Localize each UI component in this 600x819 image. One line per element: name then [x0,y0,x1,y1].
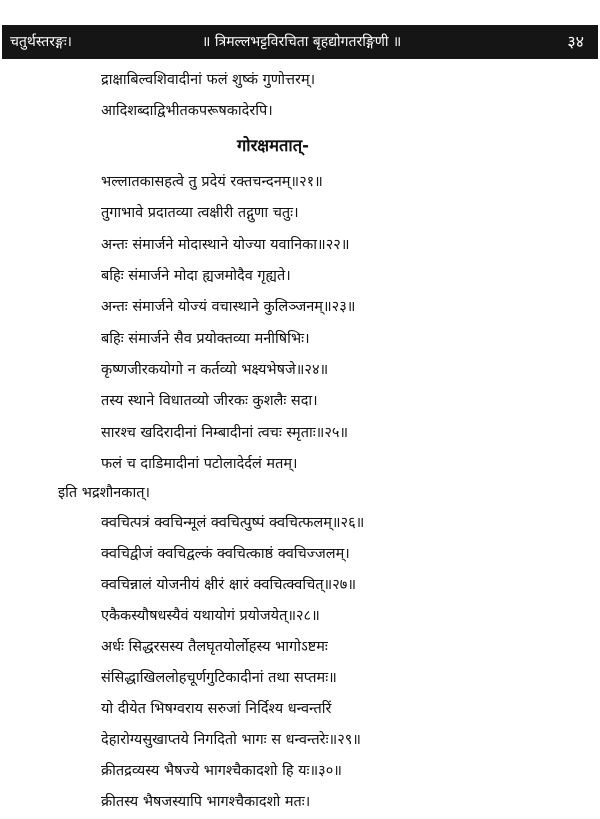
verse-line: बहिः संमार्जने सैव प्रयोक्तव्या मनीषिभिः। [101,331,310,347]
verse-line: क्वचित्पत्रं क्वचिन्मूलं क्वचित्पुष्पं क्वचित्फलम्॥२६॥ [101,515,365,531]
verse-line: तुगाभावे प्रदातव्या त्वक्षीरी तद्गुणा चतुः। [101,205,299,221]
source-attribution: इति भद्रशौनकात्। [58,485,150,501]
verse-line: क्वचिन्नालं योजनीयं क्षीरं क्षारं क्वचित्क्वचित्॥२७॥ [101,577,357,593]
verse-line: आदिशब्दाद्विभीतकपरूषकादेरपि। [101,103,273,119]
header-book-title: ॥ त्रिमल्लभट्टविरचिता बृहद्योगतरङ्गिणी ॥ [202,34,402,50]
verse-line: अर्धः सिद्धरसस्य तैलघृतयोर्लोहस्य भागोऽष्टमः [101,639,328,655]
verse-line: बहिः संमार्जने मोदा ह्यजमोदैव गृह्यते। [101,268,291,284]
header-chapter: चतुर्थस्तरङ्गः। [10,34,72,50]
verse-line: एकैकस्यौषधस्यैवं यथायोगं प्रयोजयेत्॥२८॥ [101,608,320,624]
verse-line: देहारोग्यसुखाप्तये निगदितो भागः स धन्वन्तरेः॥२९॥ [101,732,361,748]
verse-line: कृष्णजीरकयोगो न कर्तव्यो भक्ष्यभेषजे॥२४॥ [101,362,329,378]
header-page-number: ३४ [567,32,584,51]
verse-line: क्रीतस्य भैषजस्यापि भागश्चैकादशो मतः। [101,794,311,810]
verse-line: अन्तः संमार्जने मोदास्थाने योज्या यवानिका॥२२॥ [101,237,350,253]
verse-line: यो दीयेत भिषग्वराय सरुजां निर्दिश्य धन्वन्तरिं [101,701,332,717]
verse-line: फलं च दाडिमादीनां पटोलादेर्दलं मतम्। [101,456,298,472]
verse-line: अन्तः संमार्जने योज्यं वचास्थाने कुलिञ्जनम्॥२३॥ [101,299,356,315]
verse-line: संसिद्धाखिललोहचूर्णगुटिकादीनां तथा सप्तमः॥ [101,670,337,686]
verse-line: क्वचिद्वीजं क्वचिद्वल्कं क्वचित्काष्ठं क्वचिज्जलम्। [101,546,350,562]
running-header [2,25,598,59]
verse-line: द्राक्षाबिल्वशिवादीनां फलं शुष्कं गुणोत्तरम्। [101,72,316,88]
section-heading: गोरक्षमतात्- [237,136,309,155]
verse-line: भल्लातकासहत्वे तु प्रदेयं रक्तचन्दनम्॥२१॥ [101,174,323,190]
verse-line: तस्य स्थाने विधातव्यो जीरकः कुशलैः सदा। [101,393,318,409]
verse-line: सारश्च खदिरादीनां निम्बादीनां त्वचः स्मृताः॥२५॥ [101,425,349,441]
verse-line: क्रीतद्रव्यस्य भैषज्ये भागश्चैकादशो हि यः॥३०॥ [101,763,342,779]
